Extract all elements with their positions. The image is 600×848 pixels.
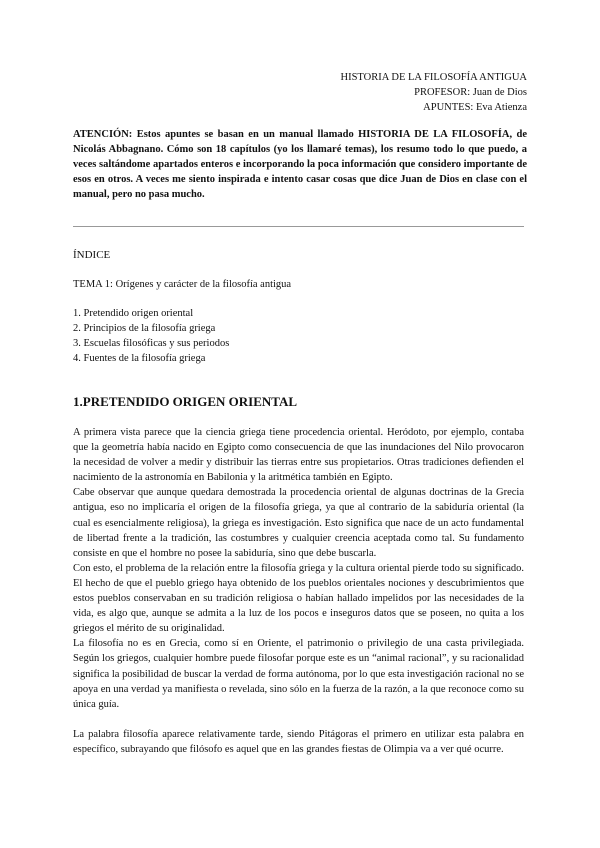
notes-author-line: APUNTES: Eva Atienza bbox=[423, 102, 527, 113]
course-title: HISTORIA DE LA FILOSOFÍA ANTIGUA bbox=[340, 72, 527, 83]
section-title: 1.PRETENDIDO ORIGEN ORIENTAL bbox=[73, 394, 298, 409]
attention-note: ATENCIÓN: Estos apuntes se basan en un manual llamado HISTORIA DE LA FILOSOFÍA, de Nicolás Abbagnano. Cómo son 18 capítulos (yo los llamaré temas), los resumo todo lo que puedo, a veces saltándome apartados enteros e incorporando la poca información que considero importante de esos en otros. A veces me siento inspirada e intento casar cosas que dice Juan de Dios en clase con el manual, pero no pasa mucho. bbox=[73, 129, 527, 200]
tema-title: TEMA 1: Orígenes y carácter de la filosofía antigua bbox=[73, 279, 292, 290]
paragraph: La filosofía no es en Grecia, como sí en Oriente, el patrimonio o privilegio de una casta privilegiada. Según los griegos, cualquier hombre puede filosofar porque este es un “animal racional”, y su racionalidad significa la posibilidad de buscar la verdad de forma autónoma, por lo que esta investigación racional no se apoya en una verdad ya manifiesta o revelada, sino sólo en la fuerza de la razón, a la que reconoce como su única guía. bbox=[73, 638, 525, 710]
index-item: 2. Principios de la filosofía griega bbox=[73, 323, 216, 334]
index-item: 4. Fuentes de la filosofía griega bbox=[73, 353, 206, 364]
paragraph: La palabra filosofía aparece relativamente tarde, siendo Pitágoras el primero en utilizar esta palabra en específico, subrayando que filósofo es aquel que en las grandes fiestas de Olimpia va a ver qué ocurre. bbox=[73, 728, 524, 755]
paragraph: Cabe observar que aunque quedara demostrada la procedencia oriental de algunas doctrinas de la Grecia antigua, eso no implicaría el origen de la filosofía griega, ya que al contrario de la sabiduría oriental (la cual es esencialmente religiosa), la griega es investigación. Esto significa que nace de un acto fundamental de libertad frente a la tradición, las costumbres y cualquier creencia aceptada como tal. Su fundamento consiste en que el hombre no posee la sabiduría, sino que debe buscarla. bbox=[73, 487, 524, 559]
index-title: ÍNDICE bbox=[73, 249, 111, 261]
section-body bbox=[73, 425, 524, 757]
index-list bbox=[73, 306, 229, 366]
professor-line: PROFESOR: Juan de Dios bbox=[414, 87, 527, 98]
paragraph: A primera vista parece que la ciencia griega tiene procedencia oriental. Heródoto, por ejemplo, contaba que la geometría había nacido en Egipto como consecuencia de que las inundaciones del Nilo provocaron la necesidad de volver a medir y distribuir las tierras entre sus propietarios. Otras tradiciones defienden el nacimiento de la astronomía en Babilonia y la aritmética también en Egipto. bbox=[73, 427, 524, 484]
paragraph: Con esto, el problema de la relación entre la filosofía griega y la cultura oriental pierde todo su significado. El hecho de que el pueblo griego haya obtenido de los pueblos orientales nociones y descubrimientos que estos pueblos conservaban en su tradición religiosa o habían hallado impelidos por las necesidades de la vida, es algo que, aunque se admita a la luz de los pocos e inseguros datos que se poseen, no quita a los griegos el mérito de su originalidad. bbox=[73, 562, 524, 635]
index-item: 1. Pretendido origen oriental bbox=[73, 308, 194, 319]
horizontal-divider bbox=[73, 226, 524, 227]
index-item: 3. Escuelas filosóficas y sus periodos bbox=[73, 338, 230, 349]
document-header bbox=[341, 70, 527, 115]
